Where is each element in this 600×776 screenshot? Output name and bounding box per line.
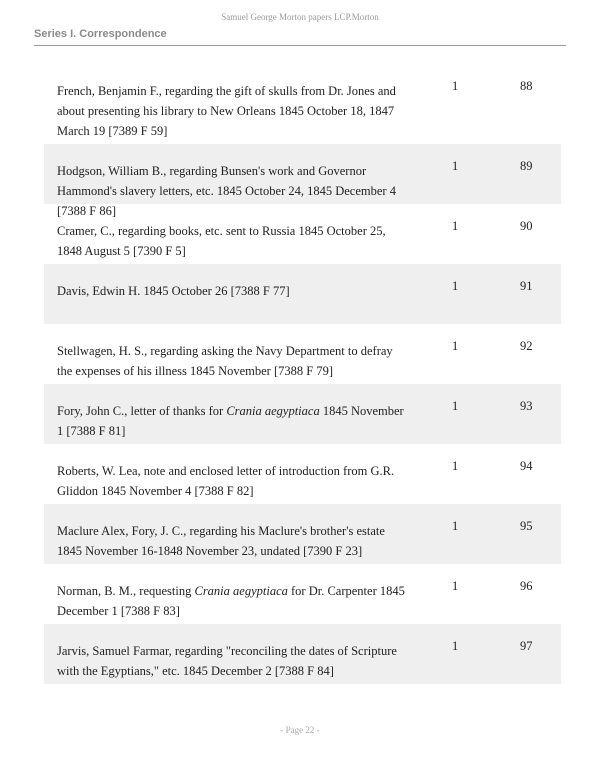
entry-folder: 89 (520, 159, 533, 173)
list-item (44, 64, 561, 144)
entry-description: Stellwagen, H. S., regarding asking the Navy Department to defray the expenses of his illness 1845 November [7388 F 79] (57, 344, 393, 378)
entry-folder: 96 (520, 579, 533, 593)
entry-box: 1 (452, 79, 459, 93)
list-item (44, 324, 561, 384)
header-rule (34, 45, 566, 46)
list-item (44, 504, 561, 564)
entry-description: Roberts, W. Lea, note and enclosed letter of introduction from G.R. Gliddon 1845 November 4 [7388 F 82] (57, 464, 395, 498)
entry-box: 1 (452, 339, 459, 353)
entry-box: 1 (452, 219, 459, 233)
entry-folder: 93 (520, 399, 533, 413)
entry-box: 1 (452, 159, 459, 173)
entry-description: Fory, John C., letter of thanks for Crania aegyptiaca 1845 November 1 [7388 F 81] (57, 404, 404, 438)
list-item (44, 204, 561, 264)
list-item (44, 264, 561, 324)
entry-description: Cramer, C., regarding books, etc. sent to Russia 1845 October 25, 1848 August 5 [7390 F 5] (57, 224, 386, 258)
entry-folder: 91 (520, 279, 533, 293)
list-item (44, 384, 561, 444)
entry-folder: 97 (520, 639, 533, 653)
list-item (44, 564, 561, 624)
list-item (44, 144, 561, 218)
entry-folder: 90 (520, 219, 533, 233)
entry-box: 1 (452, 519, 459, 533)
entry-folder: 92 (520, 339, 533, 353)
entry-folder: 88 (520, 79, 533, 93)
entry-description: Hodgson, William B., regarding Bunsen's work and Governor Hammond's slavery letters, etc. 1845 October 24, 1845 December 4 [7388 F 86] (57, 164, 396, 218)
entry-box: 1 (452, 639, 459, 653)
entries-list (44, 64, 561, 684)
entry-description: Norman, B. M., requesting Crania aegyptiaca for Dr. Carpenter 1845 December 1 [7388 F 83] (57, 584, 405, 618)
running-head: Samuel George Morton papers LCP.Morton (221, 12, 379, 22)
series-heading: Series I. Correspondence (34, 28, 167, 40)
entry-box: 1 (452, 279, 459, 293)
entry-box: 1 (452, 459, 459, 473)
entry-description: Maclure Alex, Fory, J. C., regarding his Maclure's brother's estate 1845 November 16-1848 November 23, undated [7390 F 23] (57, 524, 385, 558)
page-footer: - Page 22 - (280, 725, 320, 735)
entry-description: Jarvis, Samuel Farmar, regarding "reconciling the dates of Scripture with the Egyptians," etc. 1845 December 2 [7388 F 84] (57, 644, 397, 678)
entry-box: 1 (452, 399, 459, 413)
entry-description: Davis, Edwin H. 1845 October 26 [7388 F 77] (57, 284, 290, 298)
list-item (44, 624, 561, 684)
list-item (44, 444, 561, 504)
entry-description: French, Benjamin F., regarding the gift of skulls from Dr. Jones and about presenting his library to New Orleans 1845 October 18, 1847 March 19 [7389 F 59] (57, 84, 396, 138)
entry-box: 1 (452, 579, 459, 593)
entry-folder: 94 (520, 459, 533, 473)
entry-folder: 95 (520, 519, 533, 533)
